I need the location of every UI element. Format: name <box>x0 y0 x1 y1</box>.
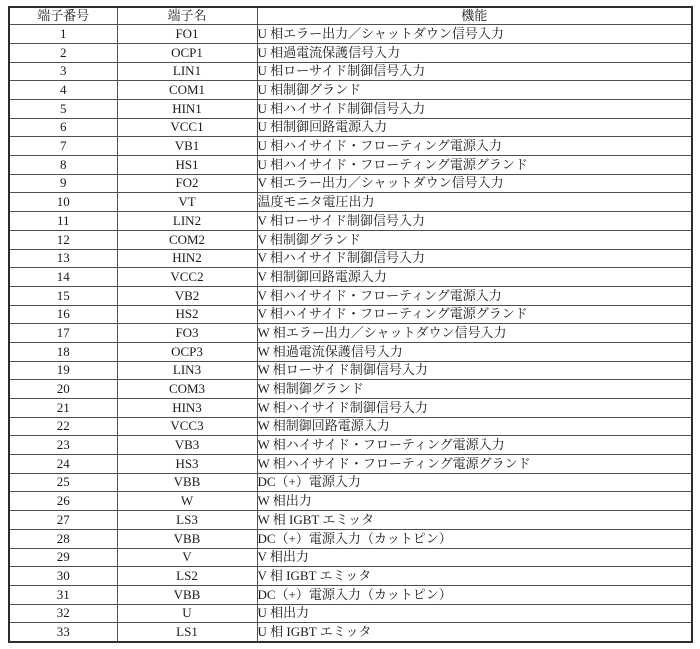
table-row <box>9 137 692 156</box>
pin-function-cell: W 相制御グランド <box>257 380 692 399</box>
pin-function-cell: U 相 IGBT エミッタ <box>257 623 692 642</box>
pin-number-cell: 1 <box>9 25 117 44</box>
table-row <box>9 417 692 436</box>
pin-name-cell: LIN3 <box>117 361 257 380</box>
table-row <box>9 548 692 567</box>
pin-name-cell: VB3 <box>117 436 257 455</box>
pin-function-cell: 温度モニタ電圧出力 <box>257 193 692 212</box>
pin-function-cell: U 相ハイサイド・フローティング電源入力 <box>257 137 692 156</box>
pin-function-cell: U 相制御回路電源入力 <box>257 118 692 137</box>
pin-name-cell: FO1 <box>117 25 257 44</box>
table-row <box>9 604 692 623</box>
pin-name-cell: HIN3 <box>117 399 257 418</box>
pin-name-cell: COM2 <box>117 230 257 249</box>
pin-number-cell: 19 <box>9 361 117 380</box>
pin-name-cell: FO2 <box>117 174 257 193</box>
pin-name-cell: LS2 <box>117 567 257 586</box>
pin-function-cell: V 相ハイサイド制御信号入力 <box>257 249 692 268</box>
pin-function-cell: W 相ハイサイド・フローティング電源入力 <box>257 436 692 455</box>
table-row <box>9 511 692 530</box>
pin-number-cell: 25 <box>9 473 117 492</box>
pin-number-cell: 18 <box>9 342 117 361</box>
pin-function-cell: U 相ハイサイド・フローティング電源グランド <box>257 156 692 175</box>
pin-function-cell: U 相出力 <box>257 604 692 623</box>
pin-function-cell: V 相制御回路電源入力 <box>257 268 692 287</box>
table-row <box>9 212 692 231</box>
table-row <box>9 81 692 100</box>
pin-name-cell: VCC1 <box>117 118 257 137</box>
pin-number-cell: 29 <box>9 548 117 567</box>
pin-function-cell: DC（+）電源入力（カットピン） <box>257 529 692 548</box>
table-row <box>9 156 692 175</box>
pin-function-cell: U 相ローサイド制御信号入力 <box>257 62 692 81</box>
pin-function-cell: W 相出力 <box>257 492 692 511</box>
pin-function-cell: DC（+）電源入力（カットピン） <box>257 585 692 604</box>
pin-name-cell: VCC3 <box>117 417 257 436</box>
table-row <box>9 473 692 492</box>
pin-number-cell: 21 <box>9 399 117 418</box>
pin-name-cell: COM3 <box>117 380 257 399</box>
pin-function-cell: V 相出力 <box>257 548 692 567</box>
table-row <box>9 324 692 343</box>
pin-number-cell: 7 <box>9 137 117 156</box>
pin-number-cell: 8 <box>9 156 117 175</box>
table-row <box>9 118 692 137</box>
header-pin-number: 端子番号 <box>9 7 117 25</box>
pin-name-cell: VB2 <box>117 286 257 305</box>
pin-number-cell: 2 <box>9 43 117 62</box>
pin-name-cell: U <box>117 604 257 623</box>
pin-function-cell: V 相ローサイド制御信号入力 <box>257 212 692 231</box>
table-row <box>9 492 692 511</box>
pin-number-cell: 9 <box>9 174 117 193</box>
table-row <box>9 529 692 548</box>
table-row <box>9 585 692 604</box>
pin-function-cell: V 相制御グランド <box>257 230 692 249</box>
pin-number-cell: 23 <box>9 436 117 455</box>
pin-name-cell: LIN2 <box>117 212 257 231</box>
table-row <box>9 249 692 268</box>
pin-number-cell: 17 <box>9 324 117 343</box>
pin-number-cell: 14 <box>9 268 117 287</box>
table-header-row <box>9 7 692 25</box>
pin-number-cell: 30 <box>9 567 117 586</box>
pin-function-table <box>8 6 693 643</box>
pin-number-cell: 12 <box>9 230 117 249</box>
pin-name-cell: HS1 <box>117 156 257 175</box>
table-row <box>9 62 692 81</box>
pin-name-cell: W <box>117 492 257 511</box>
pin-function-cell: DC（+）電源入力 <box>257 473 692 492</box>
pin-name-cell: VCC2 <box>117 268 257 287</box>
table-row <box>9 567 692 586</box>
pin-name-cell: VBB <box>117 473 257 492</box>
pin-function-cell: W 相ローサイド制御信号入力 <box>257 361 692 380</box>
pin-number-cell: 4 <box>9 81 117 100</box>
pin-function-cell: U 相過電流保護信号入力 <box>257 43 692 62</box>
pin-name-cell: OCP1 <box>117 43 257 62</box>
pin-number-cell: 26 <box>9 492 117 511</box>
pin-name-cell: LS3 <box>117 511 257 530</box>
table-row <box>9 100 692 119</box>
pin-number-cell: 28 <box>9 529 117 548</box>
pin-function-cell: W 相エラー出力／シャットダウン信号入力 <box>257 324 692 343</box>
table-row <box>9 230 692 249</box>
pin-name-cell: VB1 <box>117 137 257 156</box>
pin-number-cell: 22 <box>9 417 117 436</box>
pin-name-cell: HIN2 <box>117 249 257 268</box>
pin-number-cell: 6 <box>9 118 117 137</box>
pin-function-cell: V 相ハイサイド・フローティング電源グランド <box>257 305 692 324</box>
pin-name-cell: VBB <box>117 585 257 604</box>
table-row <box>9 361 692 380</box>
pin-table-body <box>9 25 692 642</box>
pin-number-cell: 32 <box>9 604 117 623</box>
pin-number-cell: 15 <box>9 286 117 305</box>
pin-function-cell: W 相ハイサイド・フローティング電源グランド <box>257 455 692 474</box>
pin-function-cell: U 相制御グランド <box>257 81 692 100</box>
pin-name-cell: V <box>117 548 257 567</box>
pin-number-cell: 13 <box>9 249 117 268</box>
header-pin-function: 機能 <box>257 7 692 25</box>
pin-number-cell: 5 <box>9 100 117 119</box>
pin-name-cell: HS2 <box>117 305 257 324</box>
pin-number-cell: 3 <box>9 62 117 81</box>
pin-number-cell: 10 <box>9 193 117 212</box>
table-row <box>9 268 692 287</box>
table-row <box>9 623 692 642</box>
table-row <box>9 399 692 418</box>
pin-function-cell: U 相ハイサイド制御信号入力 <box>257 100 692 119</box>
pin-name-cell: COM1 <box>117 81 257 100</box>
table-row <box>9 342 692 361</box>
table-row <box>9 436 692 455</box>
table-row <box>9 455 692 474</box>
pin-name-cell: HS3 <box>117 455 257 474</box>
pin-number-cell: 11 <box>9 212 117 231</box>
pin-function-cell: V 相 IGBT エミッタ <box>257 567 692 586</box>
pin-name-cell: VT <box>117 193 257 212</box>
pin-name-cell: HIN1 <box>117 100 257 119</box>
pin-function-cell: W 相過電流保護信号入力 <box>257 342 692 361</box>
pin-function-cell: U 相エラー出力／シャットダウン信号入力 <box>257 25 692 44</box>
pin-function-cell: W 相ハイサイド制御信号入力 <box>257 399 692 418</box>
pin-number-cell: 20 <box>9 380 117 399</box>
pin-number-cell: 16 <box>9 305 117 324</box>
pin-name-cell: LS1 <box>117 623 257 642</box>
pin-number-cell: 27 <box>9 511 117 530</box>
table-row <box>9 305 692 324</box>
pin-function-cell: V 相エラー出力／シャットダウン信号入力 <box>257 174 692 193</box>
header-pin-name: 端子名 <box>117 7 257 25</box>
table-row <box>9 43 692 62</box>
pin-name-cell: FO3 <box>117 324 257 343</box>
pin-name-cell: LIN1 <box>117 62 257 81</box>
pin-function-cell: V 相ハイサイド・フローティング電源入力 <box>257 286 692 305</box>
pin-function-cell: W 相制御回路電源入力 <box>257 417 692 436</box>
pin-name-cell: VBB <box>117 529 257 548</box>
table-row <box>9 286 692 305</box>
pin-number-cell: 31 <box>9 585 117 604</box>
pin-number-cell: 24 <box>9 455 117 474</box>
table-row <box>9 174 692 193</box>
pin-function-cell: W 相 IGBT エミッタ <box>257 511 692 530</box>
pin-number-cell: 33 <box>9 623 117 642</box>
table-row <box>9 193 692 212</box>
table-row <box>9 25 692 44</box>
pin-name-cell: OCP3 <box>117 342 257 361</box>
table-row <box>9 380 692 399</box>
